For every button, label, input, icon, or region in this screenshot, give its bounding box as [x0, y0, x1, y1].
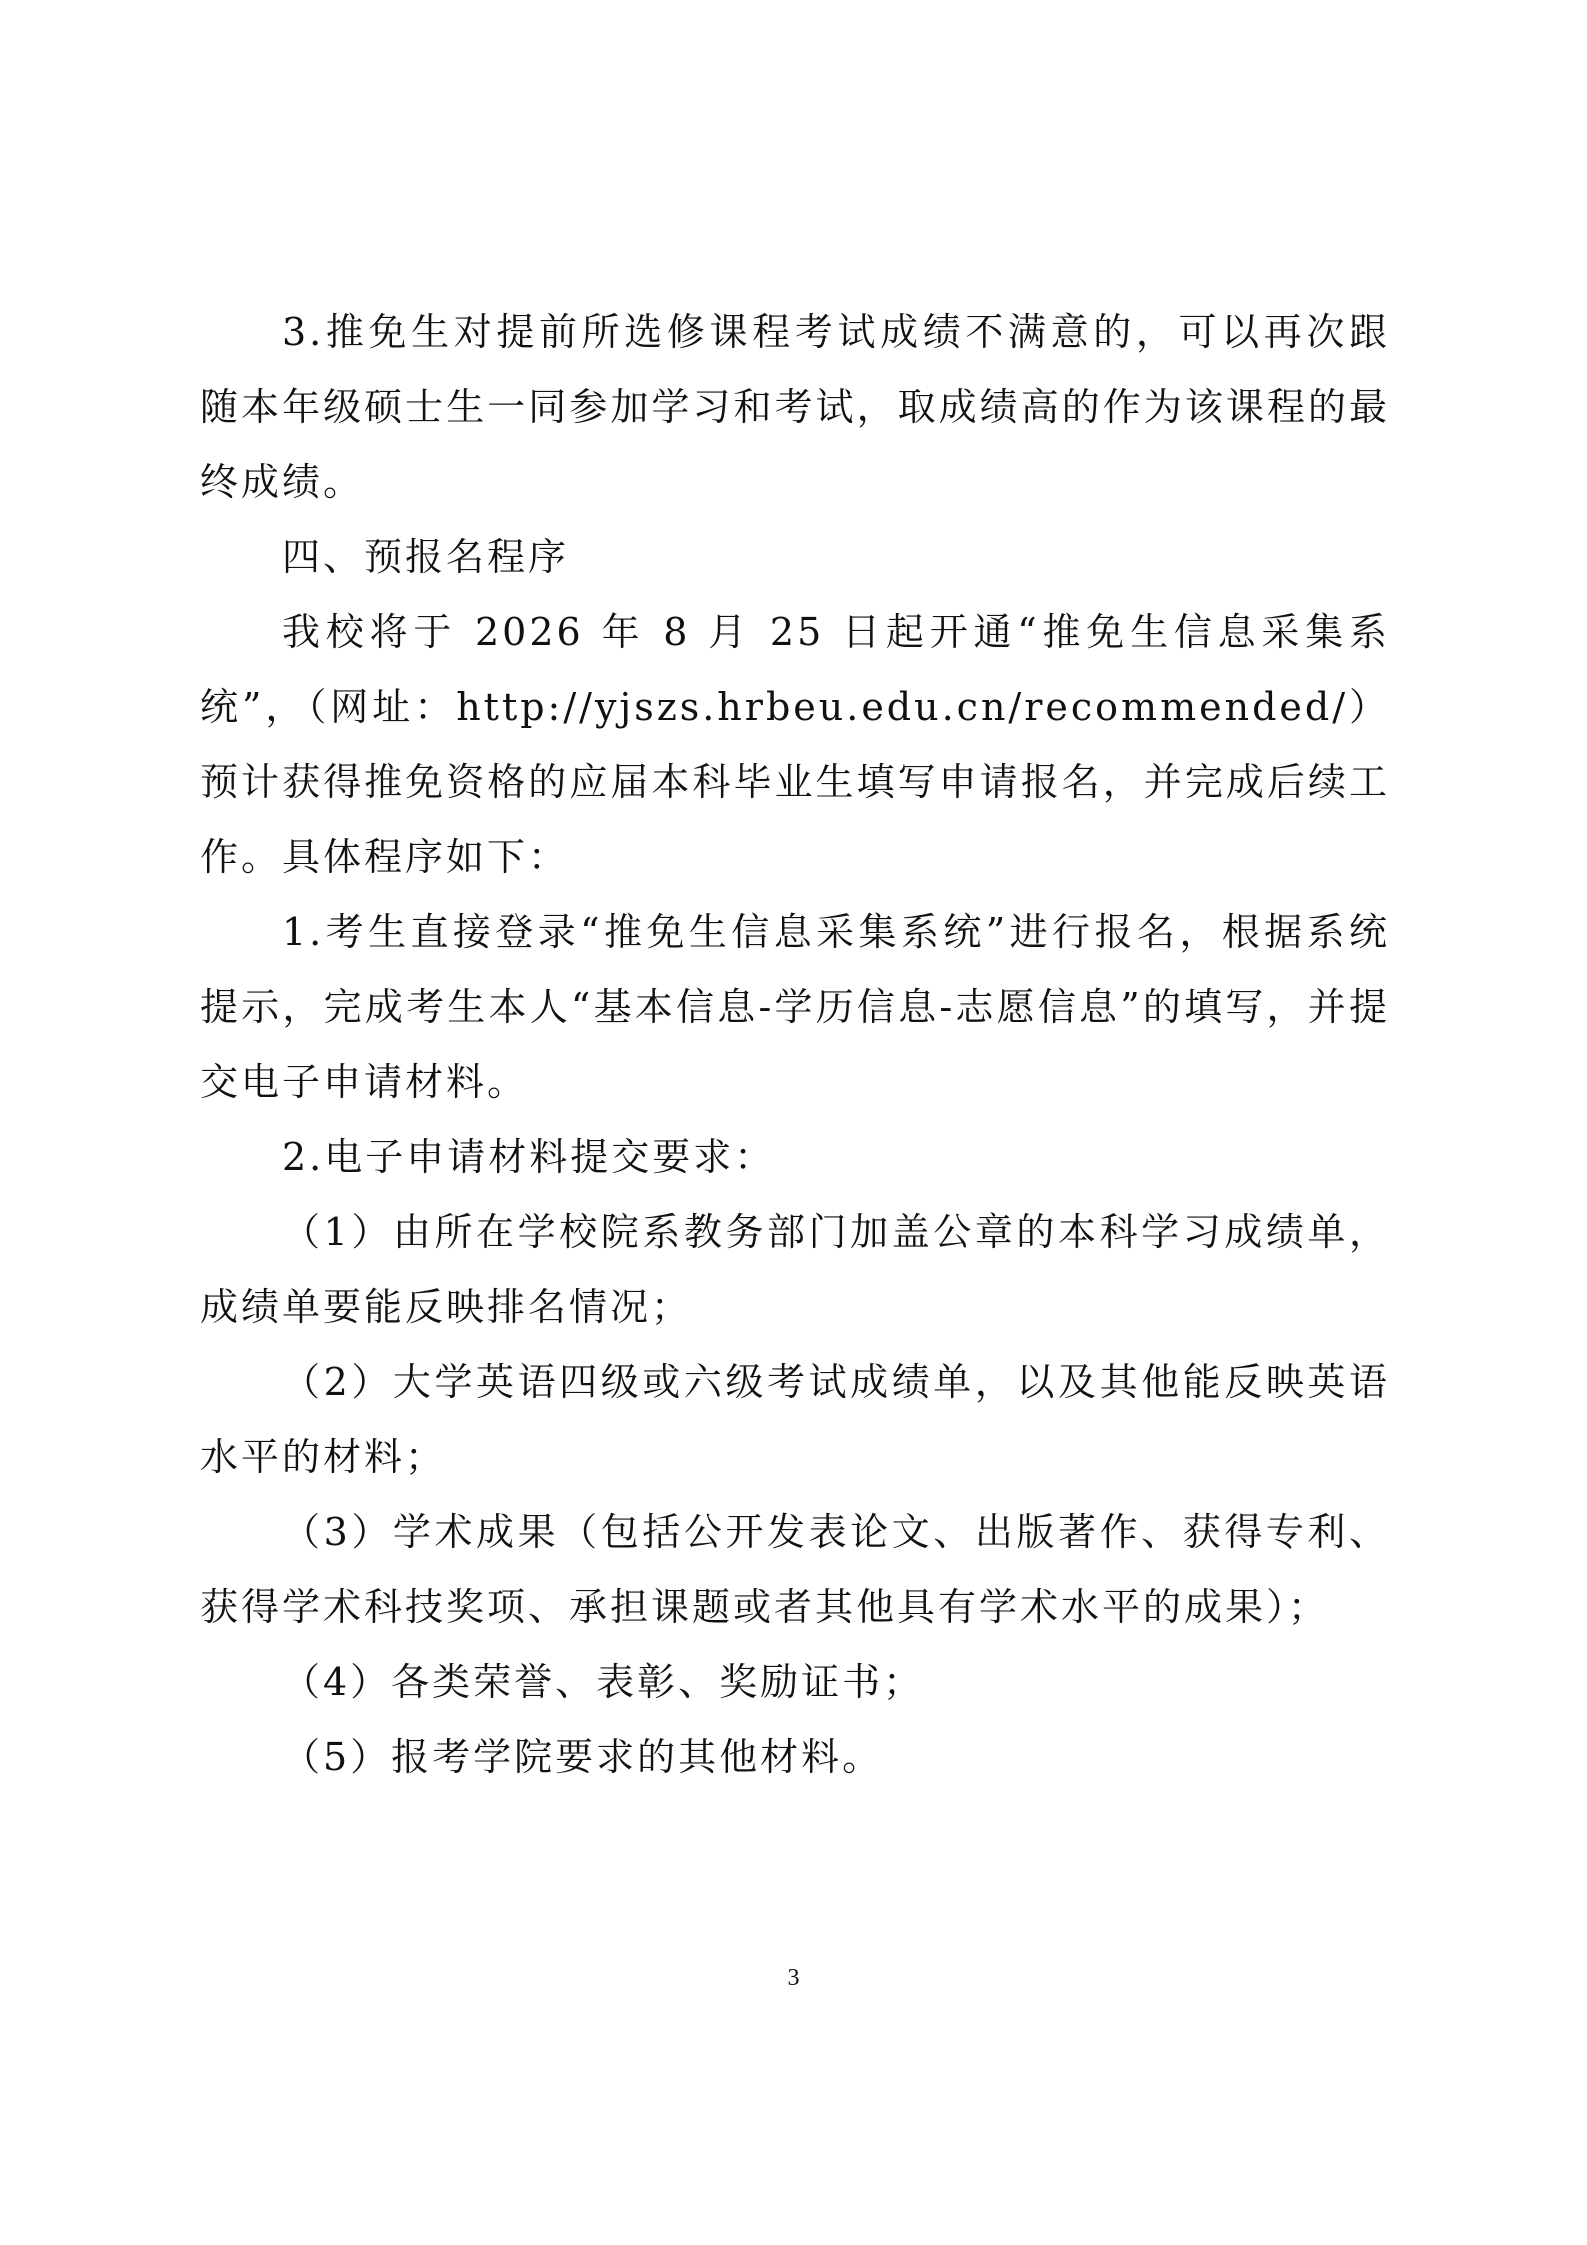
- page-number: 3: [787, 1965, 800, 1991]
- step-2: 2.电子申请材料提交要求：: [282, 1135, 776, 1179]
- requirement-4: （4）各类荣誉、表彰、奖励证书；: [282, 1660, 925, 1704]
- paragraph-3: 3.推免生对提前所选修课程考试成绩不满意的，可以再次跟随本年级硕士生一同参加学习和考试，取成绩高的作为该课程的最终成绩。: [200, 310, 1390, 504]
- requirement-3: （3）学术成果（包括公开发表论文、出版著作、获得专利、获得学术科技奖项、承担课题或者其他具有学术水平的成果）；: [200, 1510, 1390, 1629]
- document-body: [200, 295, 1390, 1795]
- requirement-5: （5）报考学院要求的其他材料。: [282, 1735, 884, 1779]
- requirement-2: （2）大学英语四级或六级考试成绩单，以及其他能反映英语水平的材料；: [200, 1360, 1390, 1479]
- step-1: 1.考生直接登录“推免生信息采集系统”进行报名，根据系统提示，完成考生本人“基本信息-学历信息-志愿信息”的填写，并提交电子申请材料。: [200, 910, 1390, 1104]
- intro-paragraph: 我校将于 2026 年 8 月 25 日起开通“推免生信息采集系统”，（网址：http://yjszs.hrbeu.edu.cn/recommended/）预计获得推免资格的应届本科毕业生填写申请报名，并完成后续工作。具体程序如下：: [200, 610, 1390, 879]
- section-heading: 四、预报名程序: [282, 535, 570, 579]
- requirement-1: （1）由所在学校院系教务部门加盖公章的本科学习成绩单，成绩单要能反映排名情况；: [200, 1210, 1390, 1329]
